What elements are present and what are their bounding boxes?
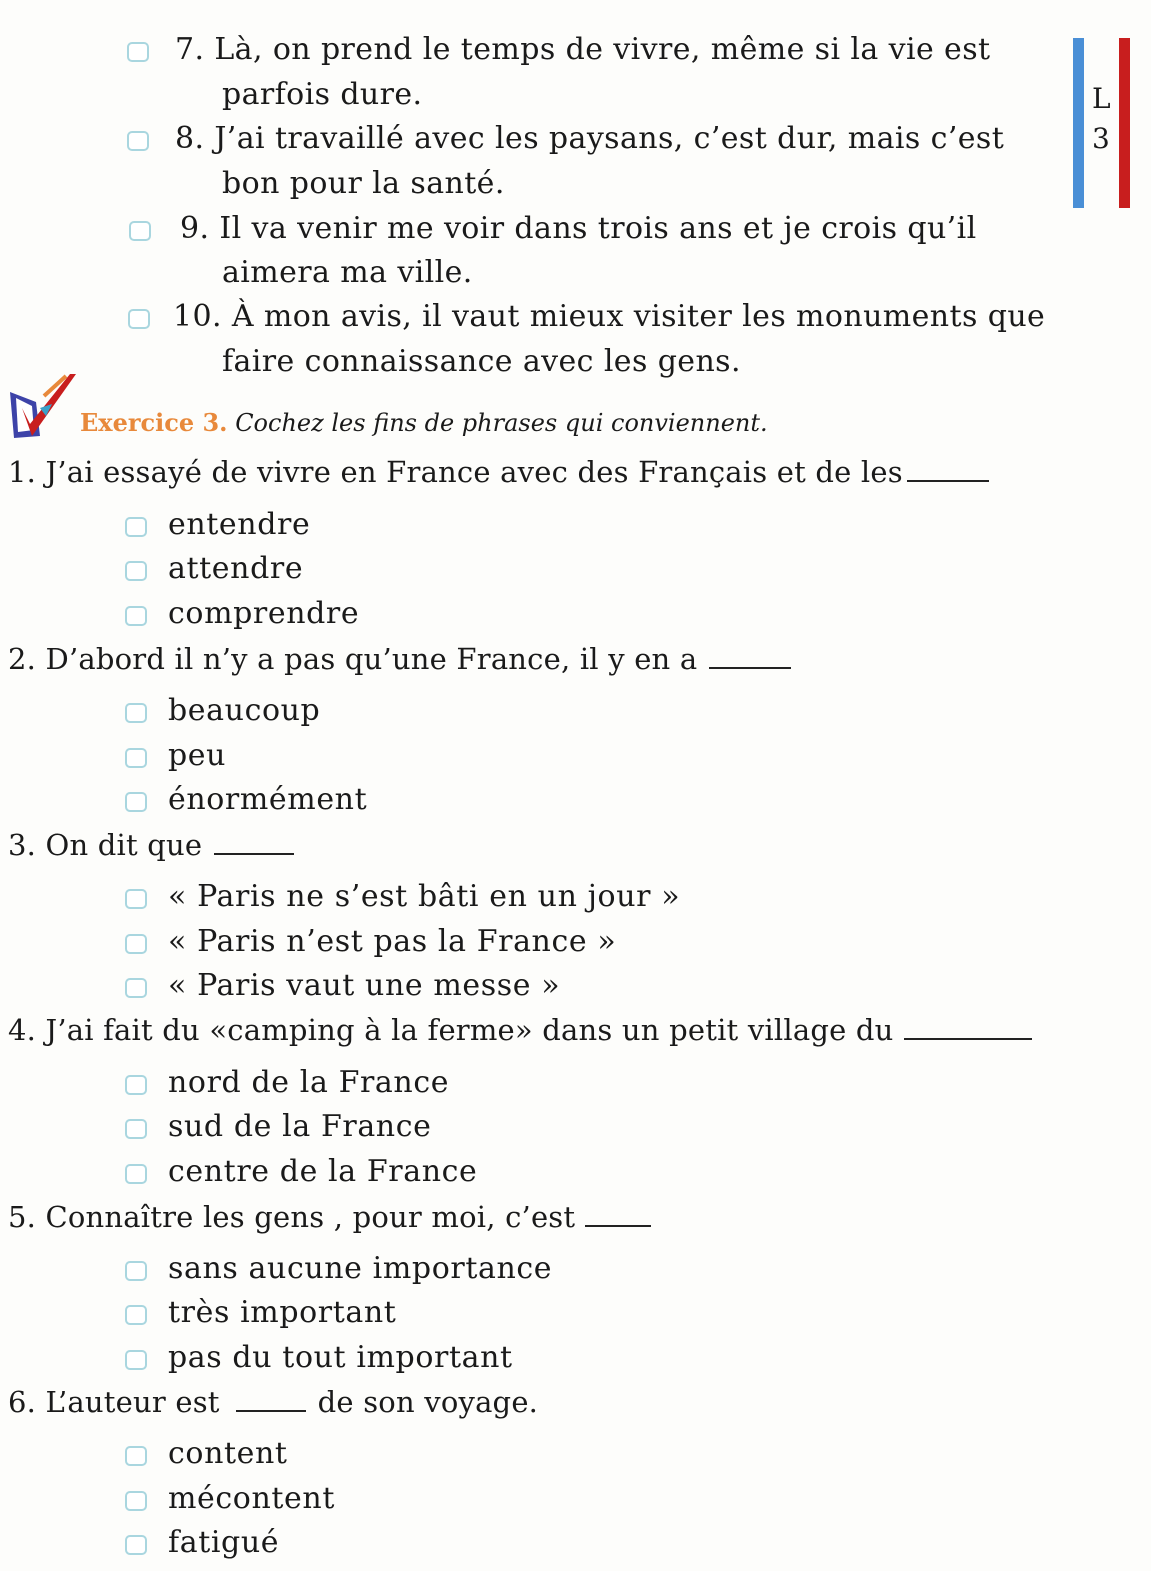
question-3-blank	[214, 853, 294, 855]
question-2-blank	[709, 667, 791, 669]
exercise-label: Exercice 3.	[80, 408, 228, 437]
question-4-text: 4. J’ai fait du «camping à la ferme» dans un petit village du	[8, 1013, 894, 1047]
q4-option-1: nord de la France	[168, 1065, 450, 1100]
q4-option-1-checkbox[interactable]	[125, 1075, 147, 1095]
side-tab-red-bar	[1119, 38, 1130, 208]
item-8-line-1: 8. J’ai travaillé avec les paysans, c’est dur, mais c’est	[175, 121, 1005, 156]
q5-option-1-checkbox[interactable]	[125, 1261, 147, 1281]
q3-option-3-checkbox[interactable]	[125, 978, 147, 998]
q1-option-3-checkbox[interactable]	[125, 606, 147, 626]
question-5	[8, 1200, 651, 1234]
q4-option-2: sud de la France	[168, 1109, 432, 1144]
question-5-text: 5. Connaître les gens , pour moi, c’est	[8, 1200, 576, 1234]
side-tab-number: 3	[1092, 122, 1110, 155]
question-1-text: 1. J’ai essayé de vivre en France avec des Français et de les	[8, 455, 903, 489]
question-6-text: 6. L’auteur est	[8, 1385, 220, 1419]
q5-option-2: très important	[168, 1295, 397, 1330]
q6-option-1: content	[168, 1436, 288, 1471]
item-9-line-1: 9. Il va venir me voir dans trois ans et je crois qu’il	[180, 211, 977, 246]
item-7-line-2: parfois dure.	[222, 77, 423, 112]
side-tab-letter: L	[1092, 82, 1111, 115]
question-6	[8, 1385, 538, 1419]
q5-option-2-checkbox[interactable]	[125, 1305, 147, 1325]
side-tab-blue-bar	[1073, 38, 1084, 208]
q1-option-2-checkbox[interactable]	[125, 561, 147, 581]
q2-option-3-checkbox[interactable]	[125, 792, 147, 812]
q6-option-3-checkbox[interactable]	[125, 1535, 147, 1555]
item-7-line-1: 7. Là, on prend le temps de vivre, même si la vie est	[175, 32, 991, 67]
item-9-checkbox[interactable]	[129, 221, 151, 241]
question-1	[8, 455, 989, 489]
q1-option-1: entendre	[168, 507, 311, 542]
q4-option-3-checkbox[interactable]	[125, 1164, 147, 1184]
question-3-text: 3. On dit que	[8, 828, 203, 862]
exercise-heading	[80, 408, 768, 437]
question-1-blank	[907, 480, 989, 482]
q3-option-3: « Paris vaut une messe »	[168, 968, 561, 1003]
question-6-text-after: de son voyage.	[317, 1385, 539, 1419]
q2-option-3: énormément	[168, 782, 368, 817]
q4-option-2-checkbox[interactable]	[125, 1119, 147, 1139]
item-7-checkbox[interactable]	[127, 42, 149, 62]
question-6-blank	[236, 1410, 306, 1412]
q6-option-1-checkbox[interactable]	[125, 1446, 147, 1466]
q2-option-1: beaucoup	[168, 693, 321, 728]
question-4	[8, 1013, 1032, 1047]
question-3	[8, 828, 294, 862]
q6-option-2-checkbox[interactable]	[125, 1491, 147, 1511]
q5-option-3: pas du tout important	[168, 1340, 513, 1375]
exercise-checkmark-icon	[6, 368, 80, 446]
q2-option-2: peu	[168, 738, 227, 773]
q6-option-2: mécontent	[168, 1481, 335, 1516]
q1-option-2: attendre	[168, 551, 304, 586]
q6-option-3: fatigué	[168, 1525, 280, 1560]
q5-option-1: sans aucune importance	[168, 1251, 553, 1286]
question-2	[8, 642, 791, 676]
q3-option-1-checkbox[interactable]	[125, 889, 147, 909]
question-2-text: 2. D’abord il n’y a pas qu’une France, il y en a	[8, 642, 698, 676]
item-10-line-2: faire connaissance avec les gens.	[222, 344, 741, 379]
q1-option-1-checkbox[interactable]	[125, 517, 147, 537]
q3-option-2-checkbox[interactable]	[125, 934, 147, 954]
item-8-checkbox[interactable]	[127, 131, 149, 151]
item-9-line-2: aimera ma ville.	[222, 255, 473, 290]
question-5-blank	[585, 1225, 651, 1227]
q1-option-3: comprendre	[168, 596, 360, 631]
q2-option-1-checkbox[interactable]	[125, 703, 147, 723]
exercise-instruction: Cochez les fins de phrases qui conviennent.	[235, 409, 768, 437]
item-8-line-2: bon pour la santé.	[222, 166, 505, 201]
q5-option-3-checkbox[interactable]	[125, 1350, 147, 1370]
item-10-line-1: 10. À mon avis, il vaut mieux visiter les monuments que	[173, 299, 1046, 334]
q3-option-1: « Paris ne s’est bâti en un jour »	[168, 879, 681, 914]
q2-option-2-checkbox[interactable]	[125, 748, 147, 768]
q4-option-3: centre de la France	[168, 1154, 478, 1189]
item-10-checkbox[interactable]	[128, 309, 150, 329]
q3-option-2: « Paris n’est pas la France »	[168, 924, 617, 959]
question-4-blank	[904, 1038, 1032, 1040]
